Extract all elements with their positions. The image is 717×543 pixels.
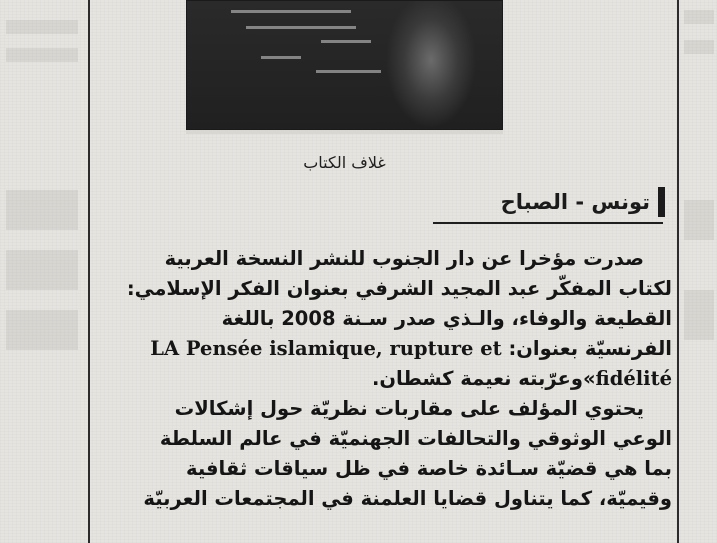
book-cover-photo bbox=[186, 0, 503, 134]
dateline-text: تونس - الصباح bbox=[500, 190, 650, 214]
dateline-underline bbox=[433, 222, 663, 224]
adjacent-column-right bbox=[680, 0, 717, 543]
adjacent-column-left bbox=[0, 0, 86, 543]
photo-caption: غلاف الكتاب bbox=[303, 153, 386, 172]
latin-title-end: fidélité bbox=[595, 367, 672, 390]
article-body bbox=[96, 244, 672, 514]
article-line: وقيميّة، كما يتناول قضايا العلمنة في المجتمعات العربيّة bbox=[143, 487, 672, 510]
article-line: الوعي الوثوقي والتحالفات الجهنميّة في عالم السلطة bbox=[159, 427, 672, 450]
article-line: صدرت مؤخرا عن دار الجنوب للنشر النسخة العربية bbox=[164, 247, 644, 270]
latin-title: LA Pensée islamique, rupture et bbox=[150, 337, 502, 360]
article-line: fidélité»وعرّبته نعيمة كشطان. bbox=[371, 367, 672, 390]
article-line: يحتوي المؤلف على مقاربات نظريّة حول إشكالات bbox=[174, 397, 644, 420]
article-line: القطيعة والوفاء، والـذي صدر سـنة 2008 باللغة bbox=[221, 307, 672, 330]
dateline-bar bbox=[658, 187, 665, 217]
column-rule-left bbox=[88, 0, 90, 543]
article-line: بما هي قضيّة سـائدة خاصة في ظل سياقات ثقافية bbox=[186, 457, 672, 480]
column-rule-right bbox=[677, 0, 679, 543]
article-line: لكتاب المفكّر عبد المجيد الشرفي بعنوان الفكر الإسلامي: bbox=[126, 277, 672, 300]
dateline bbox=[501, 187, 665, 217]
article-line: الفرنسيّة بعنوان: LA Pensée islamique, rupture et bbox=[150, 337, 672, 360]
